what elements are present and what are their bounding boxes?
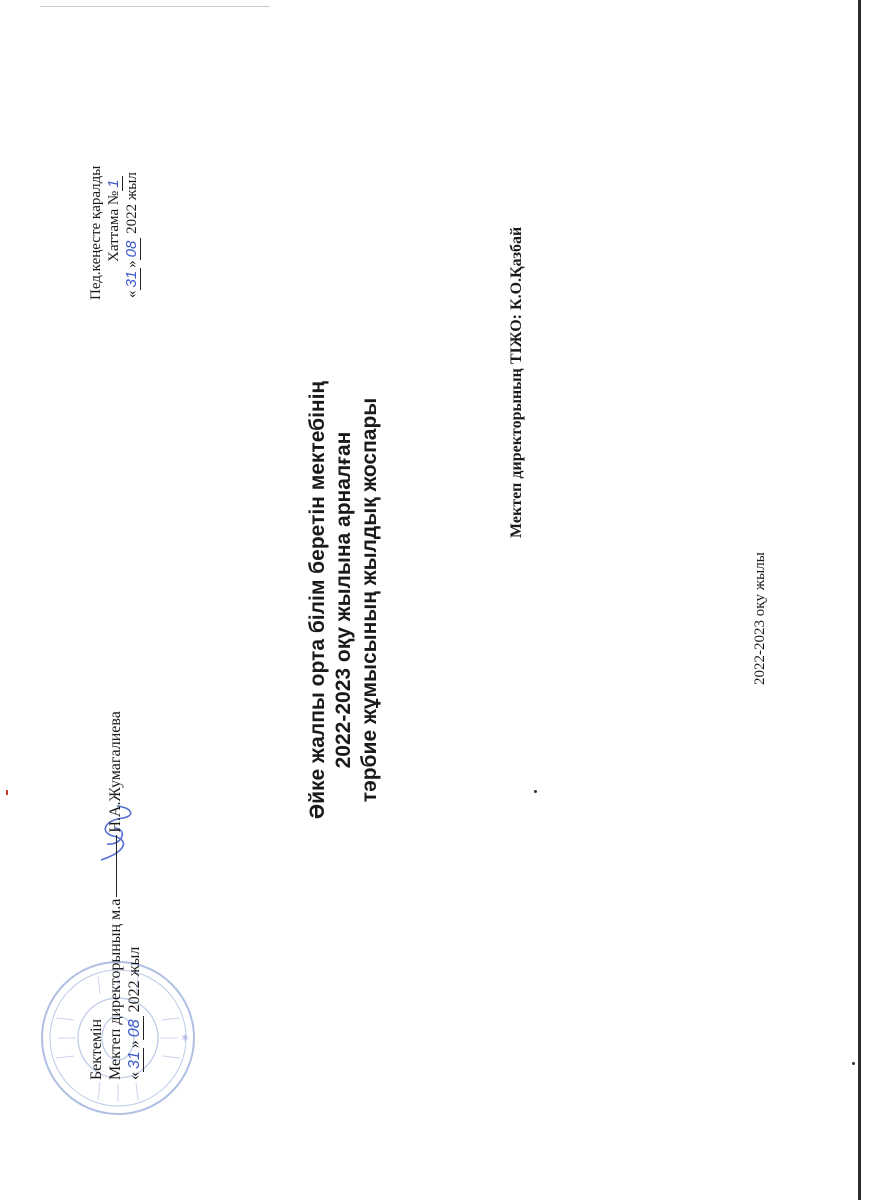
approval-director-line: Мектеп директорының м.аН.А.Жумагалиева bbox=[107, 711, 124, 1080]
council-line: Пед.кеңесте қаралды bbox=[88, 165, 104, 300]
approval-day: 31 bbox=[127, 1048, 144, 1072]
protocol-number: 1 bbox=[106, 176, 123, 190]
scan-mark bbox=[6, 790, 8, 795]
signature-line bbox=[115, 835, 117, 897]
title-line-3: тәрбие жұмысының жылдық жоспары bbox=[358, 397, 381, 803]
council-day: 31 bbox=[124, 268, 141, 291]
svg-text:✶: ✶ bbox=[180, 1031, 191, 1045]
academic-year: 2022-2023 оқу жылы bbox=[752, 552, 768, 685]
scan-edge-right bbox=[858, 0, 861, 1200]
scan-speck bbox=[534, 790, 537, 793]
deputy-director: Мектеп директорының ТІЖО: К.О.Қазбай bbox=[508, 226, 525, 538]
council-month: 08 bbox=[124, 238, 141, 261]
scan-speck bbox=[852, 1062, 855, 1065]
title-line-2: 2022-2023 оқу жылына арналған bbox=[332, 431, 355, 769]
council-date: «31»08 2022 жыл bbox=[123, 172, 140, 298]
approval-date: «31»08 2022 жыл bbox=[126, 946, 143, 1080]
council-protocol: Хаттама №1 bbox=[106, 176, 123, 262]
approval-month: 08 bbox=[127, 1016, 144, 1040]
scan-edge-top bbox=[40, 6, 270, 7]
title-line-1: Әйке жалпы орта білім беретін мектебінің bbox=[306, 380, 329, 820]
document-title bbox=[305, 320, 383, 880]
approval-label: Бектемін bbox=[88, 1018, 105, 1080]
